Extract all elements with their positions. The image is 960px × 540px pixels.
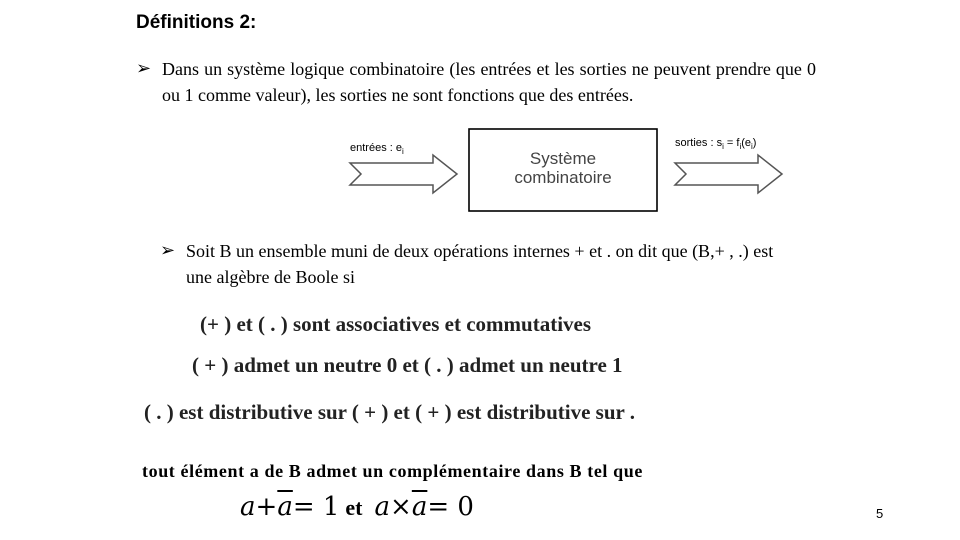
output-label: sorties : $s_i = f_i(e_i)$ — [675, 137, 757, 151]
formula-times: × — [390, 492, 412, 522]
formula-eq-one: = 1 — [292, 492, 340, 522]
arrow-bullet-icon: ➢ — [160, 240, 176, 261]
property-neutral: ( + ) admet un neutre 0 et ( . ) admet un neutre 1 — [192, 353, 623, 377]
formula-a: a — [240, 492, 256, 522]
box-label-line2: combinatoire — [514, 168, 612, 187]
formula-eq-zero: = 0 — [427, 492, 474, 522]
box-label-line1: Système — [529, 149, 597, 168]
formula-a-bar: $\overline{a}$ — [277, 492, 293, 522]
formula-a: a — [374, 492, 391, 522]
complement-statement: tout élément a de B admet un complémentaire dans B tel que — [142, 461, 643, 481]
bullet-boolean-algebra — [160, 238, 780, 290]
property-associative: (+ ) et ( . ) sont associatives et commutatives — [200, 312, 592, 336]
bullet-text: Dans un système logique combinatoire (les entrées et les sorties ne peuvent prendre que 0 ou 1 comme valeur), les sorties ne sont fonctions que des entrées. — [162, 59, 816, 105]
page-number: 5 — [876, 506, 884, 521]
combinational-system-diagram — [345, 125, 800, 215]
page-title: Définitions 2: — [136, 12, 257, 33]
input-arrow-icon — [350, 155, 457, 193]
formula-a-bar: $\overline{a}$ — [411, 492, 428, 522]
arrow-bullet-icon: ➢ — [136, 58, 152, 79]
formula-plus: + — [255, 492, 278, 522]
complement-formula — [240, 492, 474, 532]
bullet-combinatorial-definition — [136, 56, 816, 108]
input-label: entrées : $e_i$ — [350, 142, 404, 156]
output-arrow-icon — [675, 155, 782, 193]
formula-conjunction: et — [345, 495, 363, 520]
property-distributive: ( . ) est distributive sur ( + ) et ( + ) est distributive sur . — [144, 400, 635, 424]
bullet-text: Soit B un ensemble muni de deux opérations internes + et . on dit que (B,+ , .) est une algèbre de Boole si — [186, 241, 774, 287]
